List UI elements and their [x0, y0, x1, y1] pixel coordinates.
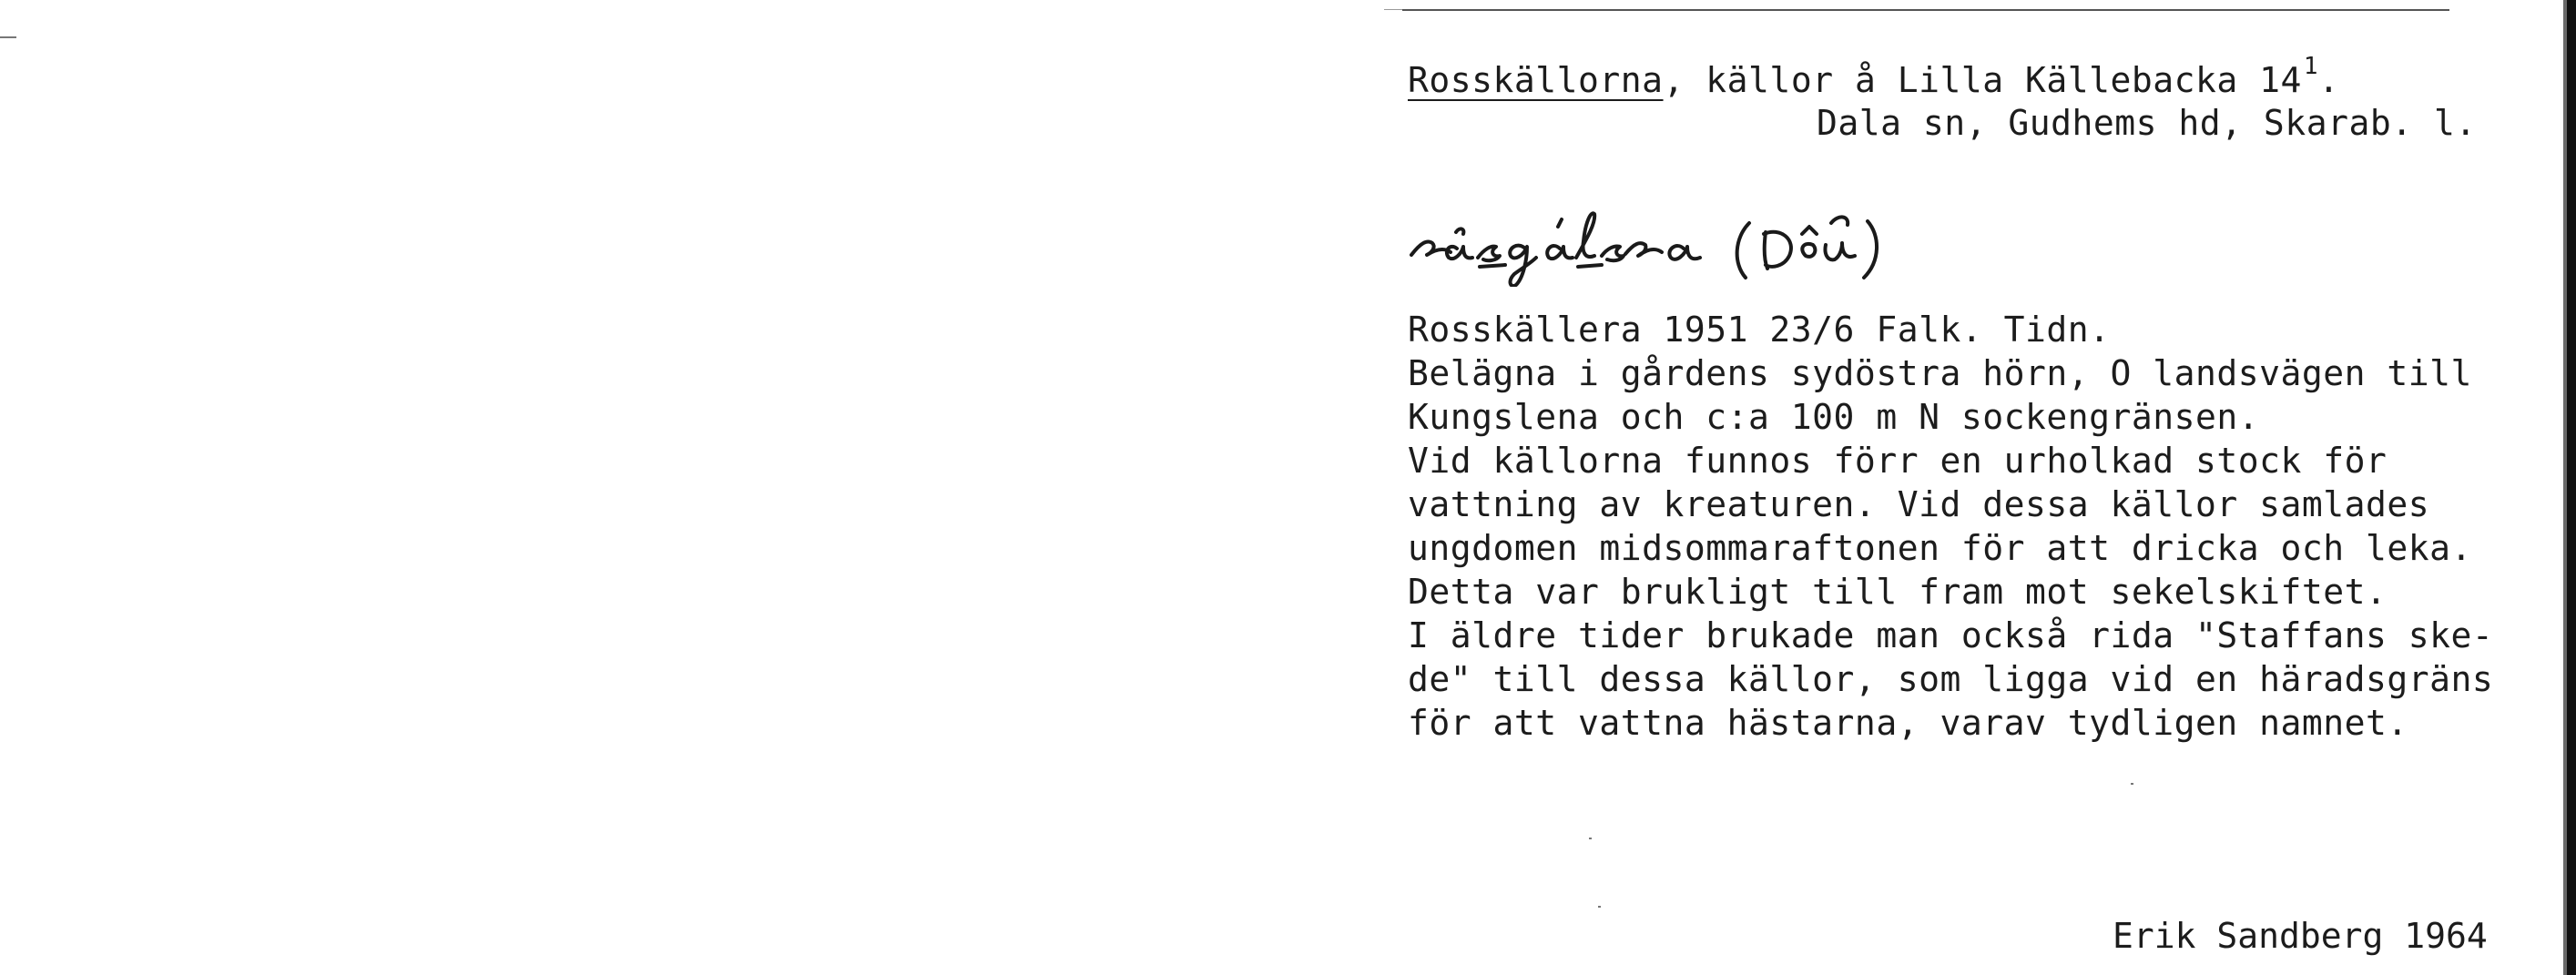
body-line: de" till dessa källor, som ligga vid en häradsgräns: [1408, 659, 2494, 699]
body-line: Kungslena och c:a 100 m N sockengränsen.: [1408, 397, 2260, 437]
body-line: för att vattna hästarna, varav tydligen namnet.: [1408, 703, 2408, 743]
scan-speck: [0, 36, 16, 38]
heading-trailing: .: [2318, 60, 2340, 100]
body-line: I äldre tider brukade man också rida "Staffans ske-: [1408, 615, 2494, 655]
scan-speck: [1598, 906, 1601, 908]
body-line: Detta var brukligt till fram mot sekelskiftet.: [1408, 572, 2388, 612]
heading-description: , källor å Lilla Källebacka 14: [1663, 60, 2302, 100]
location-line: Dala sn, Gudhems hd, Skarab. l.: [1817, 103, 2477, 143]
body-line: Rosskällera 1951 23/6 Falk. Tidn.: [1408, 310, 2111, 350]
card-heading: [1408, 53, 2340, 106]
scan-edge: [2567, 0, 2576, 975]
body-line: Vid källorna funnos förr en urholkad stock för: [1408, 441, 2388, 481]
heading-superscript: 1: [2303, 53, 2319, 80]
scan-speck: [1589, 838, 1592, 839]
body-line: Belägna i gårdens sydöstra hörn, O landsvägen till: [1408, 353, 2472, 393]
top-border-rule: [1402, 9, 2449, 11]
body-line: vattning av kreaturen. Vid dessa källor samlades: [1408, 484, 2430, 524]
handwritten-dialect-form: [1407, 187, 2062, 287]
author-signature: Erik Sandberg 1964: [2113, 916, 2488, 956]
top-border-dash: [1384, 9, 1402, 10]
body-line: ungdomen midsommaraftonen för att dricka och leka.: [1408, 528, 2472, 568]
scan-edge-shade: [2563, 0, 2567, 975]
heading-place-name: Rosskällorna: [1408, 60, 1664, 100]
scan-speck: [2131, 783, 2133, 785]
card-body: [1408, 308, 2493, 745]
